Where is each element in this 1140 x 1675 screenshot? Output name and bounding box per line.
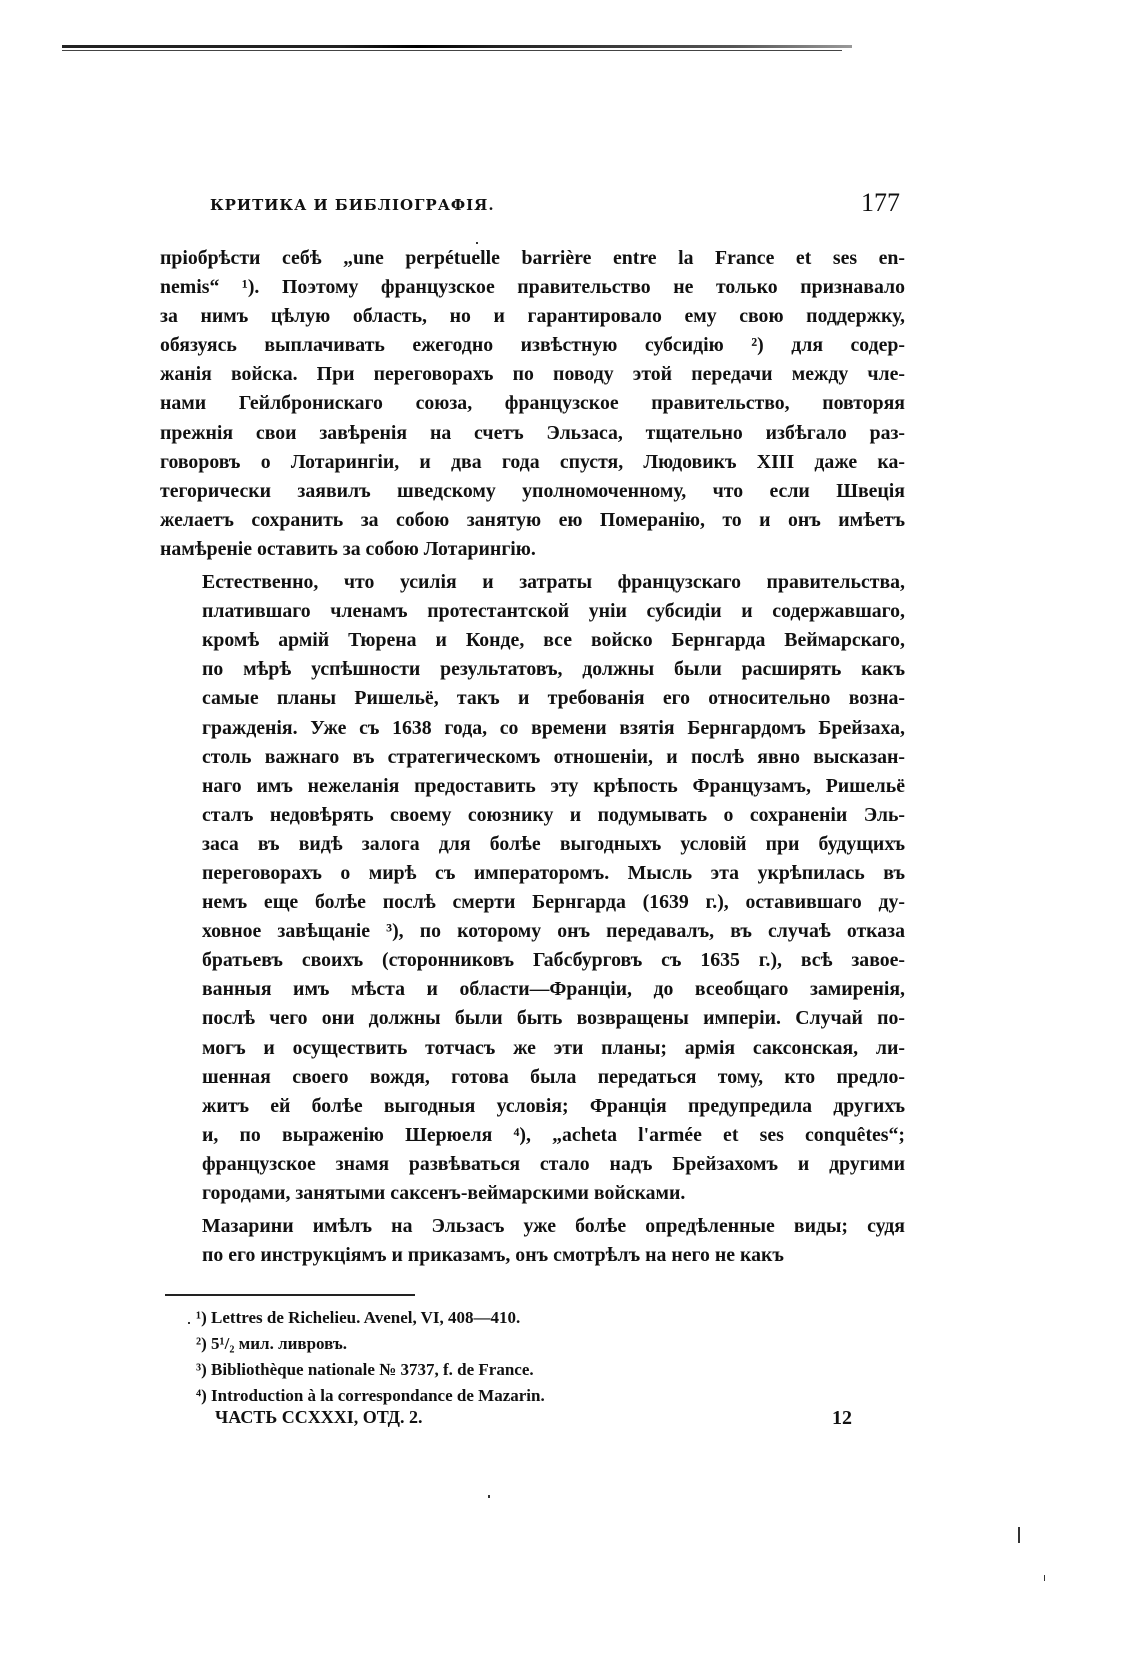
footnote-rule xyxy=(165,1294,415,1296)
footnotes xyxy=(196,1305,716,1409)
text-line: желаетъ сохранить за собою занятую ею Померанію, то и онъ имѣетъ xyxy=(160,508,905,531)
text-line: жанія войска. При переговорахъ по поводу этой передачи между чле- xyxy=(160,363,905,386)
footnote-mark: ³) xyxy=(196,1360,212,1379)
body-text xyxy=(160,244,905,1274)
header-title: КРИТИКА И БИБЛІОГРАФІЯ. xyxy=(210,196,495,214)
footnote-text: Introduction à la correspondance de Mazarin. xyxy=(211,1386,545,1405)
part-line: ЧАСТЬ CCXXXI, ОТД. 2. xyxy=(215,1407,423,1427)
text-line: сталъ недовѣрять своему союзнику и подумывать о сохраненіи Эль- xyxy=(202,803,905,826)
footnote-text: Lettres de Richelieu. Avenel, VI, 408—410. xyxy=(211,1308,521,1327)
text-line: nemis“ ¹). Поэтому французское правительство не только признавало xyxy=(160,276,905,299)
footnote xyxy=(196,1331,716,1357)
text-line: кромѣ армій Тюрена и Конде, все войско Бернгарда Веймарскаго, xyxy=(202,629,905,652)
text-line: обязуясь выплачивать ежегодно извѣстную субсидію ²) для содер- xyxy=(160,334,905,357)
running-header xyxy=(160,188,900,224)
text-line: Естественно, что усилія и затраты французскаго правительства, xyxy=(202,571,905,594)
top-rule xyxy=(62,45,852,48)
signature-number: 12 xyxy=(832,1407,852,1429)
text-line: ховное завѣщаніе ³), по которому онъ передавалъ, въ случаѣ отказа xyxy=(202,920,905,943)
text-line: житъ ей болѣе выгодныя условія; Франція предупредила другихъ xyxy=(202,1094,905,1117)
text-line: шенная своего вождя, готова была передаться тому, кто предло- xyxy=(202,1065,905,1088)
text-line: гражденія. Уже съ 1638 года, со времени взятія Бернгардомъ Брейзаха, xyxy=(202,716,905,739)
text-line: нами Гейлбронискаго союза, французское правительство, повторяя xyxy=(160,392,905,415)
footnote xyxy=(196,1305,716,1331)
text-line: городами, занятыми саксенъ-веймарскими войсками. xyxy=(202,1182,686,1204)
text-line: и, по выраженію Шерюеля ⁴), „acheta l'armée et ses conquêtes“; xyxy=(202,1123,905,1146)
footnote-mark: ²) xyxy=(196,1334,212,1353)
text-line: по мѣрѣ успѣшности результатовъ, должны были расширять какъ xyxy=(202,658,905,681)
footnote-mark: ⁴) xyxy=(196,1386,212,1405)
paragraph-1 xyxy=(160,244,905,564)
text-line: французское знамя развѣваться стало надъ Брейзахомъ и другими xyxy=(202,1152,905,1175)
text-line: говоровъ о Лотарингіи, и два года спустя, Людовикъ XIII даже ка- xyxy=(160,450,905,473)
footnote-text: 5¹/₂ мил. ливровъ. xyxy=(211,1334,348,1353)
print-speck xyxy=(476,242,478,244)
text-line: послѣ чего они должны были быть возвращены имперіи. Случай по- xyxy=(202,1007,905,1030)
text-line: Мазарини имѣлъ на Эльзасъ уже болѣе опредѣленные виды; судя xyxy=(202,1215,905,1238)
print-speck xyxy=(188,1322,190,1324)
text-line: могъ и осуществить тотчасъ же эти планы; армія саксонская, ли- xyxy=(202,1036,905,1059)
text-line: самые планы Ришельё, такъ и требованія его относительно возна- xyxy=(202,687,905,710)
footnote-text: Bibliothèque nationale № 3737, f. de France. xyxy=(211,1360,534,1379)
text-line: намѣреніе оставить за собою Лотарингію. xyxy=(160,537,536,560)
print-speck xyxy=(1018,1527,1020,1543)
text-line: столь важнаго въ стратегическомъ отношеніи, и послѣ явно высказан- xyxy=(202,745,905,768)
text-line: наго имъ нежеланія предоставить эту крѣпость Французамъ, Ришельё xyxy=(202,774,905,797)
footnote xyxy=(196,1357,716,1383)
text-line: по его инструкціямъ и приказамъ, онъ смотрѣлъ на него не какъ xyxy=(202,1244,784,1267)
text-line: ванныя имъ мѣста и области—Франціи, до всеобщаго замиренія, xyxy=(202,978,905,1001)
text-line: за нимъ цѣлую область, но и гарантировало ему свою поддержку, xyxy=(160,305,905,328)
text-line: платившаго членамъ протестантской уніи субсидіи и содержавшаго, xyxy=(202,600,905,623)
text-line: немъ еще болѣе послѣ смерти Бернгарда (1639 г.), оставившаго ду- xyxy=(202,891,905,914)
text-line: братьевъ своихъ (сторонниковъ Габсбурговъ съ 1635 г.), всѣ завое- xyxy=(202,949,905,972)
text-line: переговорахъ о мирѣ съ императоромъ. Мысль эта укрѣпилась въ xyxy=(202,861,905,884)
footnote-mark: ¹) xyxy=(196,1308,212,1327)
paragraph-2 xyxy=(160,568,905,1208)
text-line: прежнія свои завѣренія на счетъ Эльзаса, тщательно избѣгало раз- xyxy=(160,421,905,444)
text-line: заса въ видѣ залога для болѣе выгодныхъ условій при будущихъ xyxy=(202,832,905,855)
paragraph-3 xyxy=(160,1212,905,1270)
print-speck xyxy=(1044,1575,1045,1581)
text-line: тегорически заявилъ шведскому уполномоченному, что если Швеція xyxy=(160,479,905,502)
top-rule-thin xyxy=(62,50,842,51)
text-line: пріобрѣсти себѣ „une perpétuelle barrière entre la France et ses en- xyxy=(160,247,905,269)
footnote xyxy=(196,1383,716,1409)
print-speck xyxy=(488,1495,490,1498)
page-number: 177 xyxy=(861,188,900,217)
